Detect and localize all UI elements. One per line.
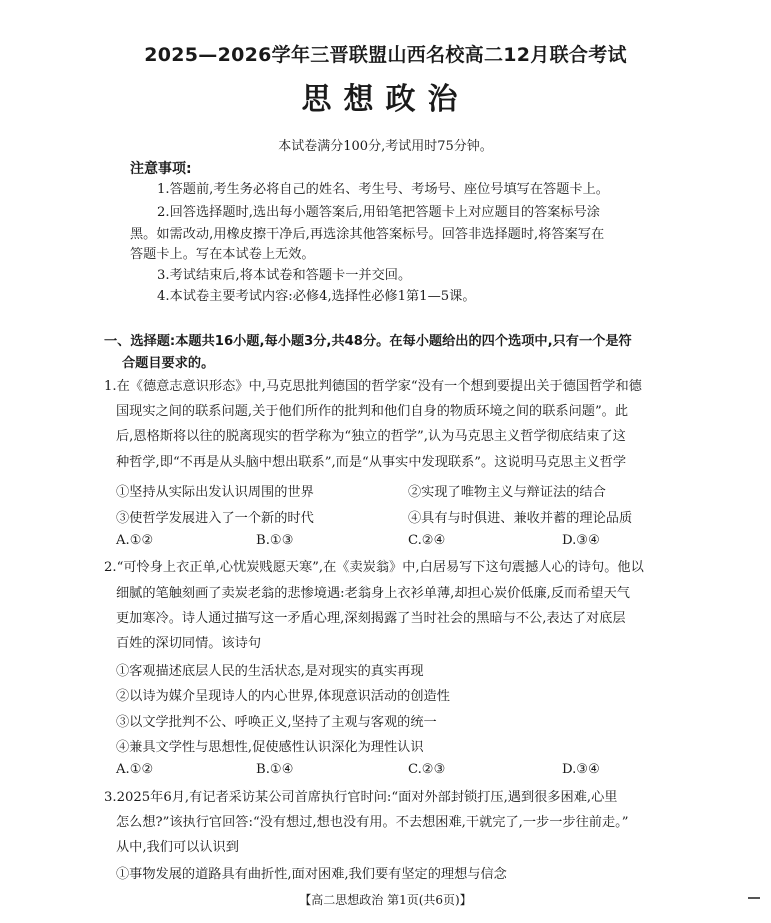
question-stem-line: 国现实之间的联系问题,关于他们所作的批判和他们自身的物质环境之间的联系问题”。此 [116,404,629,419]
question-stem-line: 百姓的深切同情。该诗句 [116,636,262,651]
choice-b: B.①④ [256,762,294,777]
statement-1: ①客观描述底层人民的生活状态,是对现实的真实再现 [116,664,424,679]
question-stem-line: 种哲学,即“不再是从头脑中想出联系”,而是“从事实中发现联系”。这说明马克思主义哲学 [116,455,627,470]
section-heading-cont: 合题目要求的。 [122,356,215,371]
section-heading: 一、选择题:本题共16小题,每小题3分,共48分。在每小题给出的四个选项中,只有一个是符 [104,334,632,349]
question-stem-line: 更加寒冷。诗人通过描写这一矛盾心理,深刻揭露了当时社会的黑暗与不公,表达了对底层 [116,611,626,626]
statement-2: ②实现了唯物主义与辩证法的结合 [408,485,606,500]
question-stem-line: 2.“可怜身上衣正单,心忧炭贱愿天寒”,在《卖炭翁》中,白居易写下这句震撼人心的诗句。他以 [104,560,644,575]
notice-line: 答题卡上。写在本试卷上无效。 [130,247,315,262]
notice-heading: 注意事项: [130,161,192,177]
question-stem-line: 3.2025年6月,有记者采访某公司首席执行官时问:“面对外部封锁打压,遇到很多困难,心里 [104,790,618,805]
corner-mark [748,897,760,899]
choice-c: C.②④ [408,533,446,548]
intro-line: 本试卷满分100分,考试用时75分钟。 [278,139,493,154]
statement-3: ③以文学批判不公、呼唤正义,坚持了主观与客观的统一 [116,715,437,730]
choice-a: A.①② [116,533,154,548]
statement-1: ①坚持从实际出发认识周围的世界 [116,485,314,500]
notice-line: 3.考试结束后,将本试卷和答题卡一并交回。 [157,268,412,283]
choice-a: A.①② [116,762,154,777]
statement-3: ③使哲学发展进入了一个新的时代 [116,511,314,526]
question-stem-line: 后,恩格斯将以往的脱离现实的哲学称为“独立的哲学”,认为马克思主义哲学彻底结束了这 [116,429,626,444]
question-stem-line: 1.在《德意志意识形态》中,马克思批判德国的哲学家“没有一个想到要提出关于德国哲学和德 [104,379,642,394]
choice-d: D.③④ [562,533,600,548]
choice-d: D.③④ [562,762,600,777]
question-stem-line: 细腻的笔触刻画了卖炭老翁的悲惨境遇:老翁身上衣衫单薄,却担心炭价低廉,反而希望天气 [116,586,630,601]
notice-line: 1.答题前,考生务必将自己的姓名、考生号、考场号、座位号填写在答题卡上。 [157,182,609,197]
notice-line: 2.回答选择题时,选出每小题答案后,用铅笔把答题卡上对应题目的答案标号涂 [157,205,600,220]
exam-title: 2025—2026学年三晋联盟山西名校高二12月联合考试 [144,44,627,66]
statement-2: ②以诗为媒介呈现诗人的内心世界,体现意识活动的创造性 [116,689,450,704]
statement-4: ④具有与时俱进、兼收并蓄的理论品质 [408,511,633,526]
notice-line: 黑。如需改动,用橡皮擦干净后,再选涂其他答案标号。回答非选择题时,将答案写在 [130,227,605,242]
choice-c: C.②③ [408,762,446,777]
statement-4: ④兼具文学性与思想性,促使感性认识深化为理性认识 [116,740,424,755]
choice-b: B.①③ [256,533,294,548]
question-stem-line: 怎么想?”该执行官回答:“没有想过,想也没有用。不去想困难,干就完了,一步一步往前走。” [116,815,629,830]
subject-title: 思想政治 [301,82,470,117]
statement-1: ①事物发展的道路具有曲折性,面对困难,我们要有坚定的理想与信念 [116,867,507,882]
page-footer: 【高二思想政治 第1页(共6页)】 [299,893,472,907]
question-stem-line: 从中,我们可以认识到 [116,840,239,855]
notice-line: 4.本试卷主要考试内容:必修4,选择性必修1第1—5课。 [157,289,476,304]
